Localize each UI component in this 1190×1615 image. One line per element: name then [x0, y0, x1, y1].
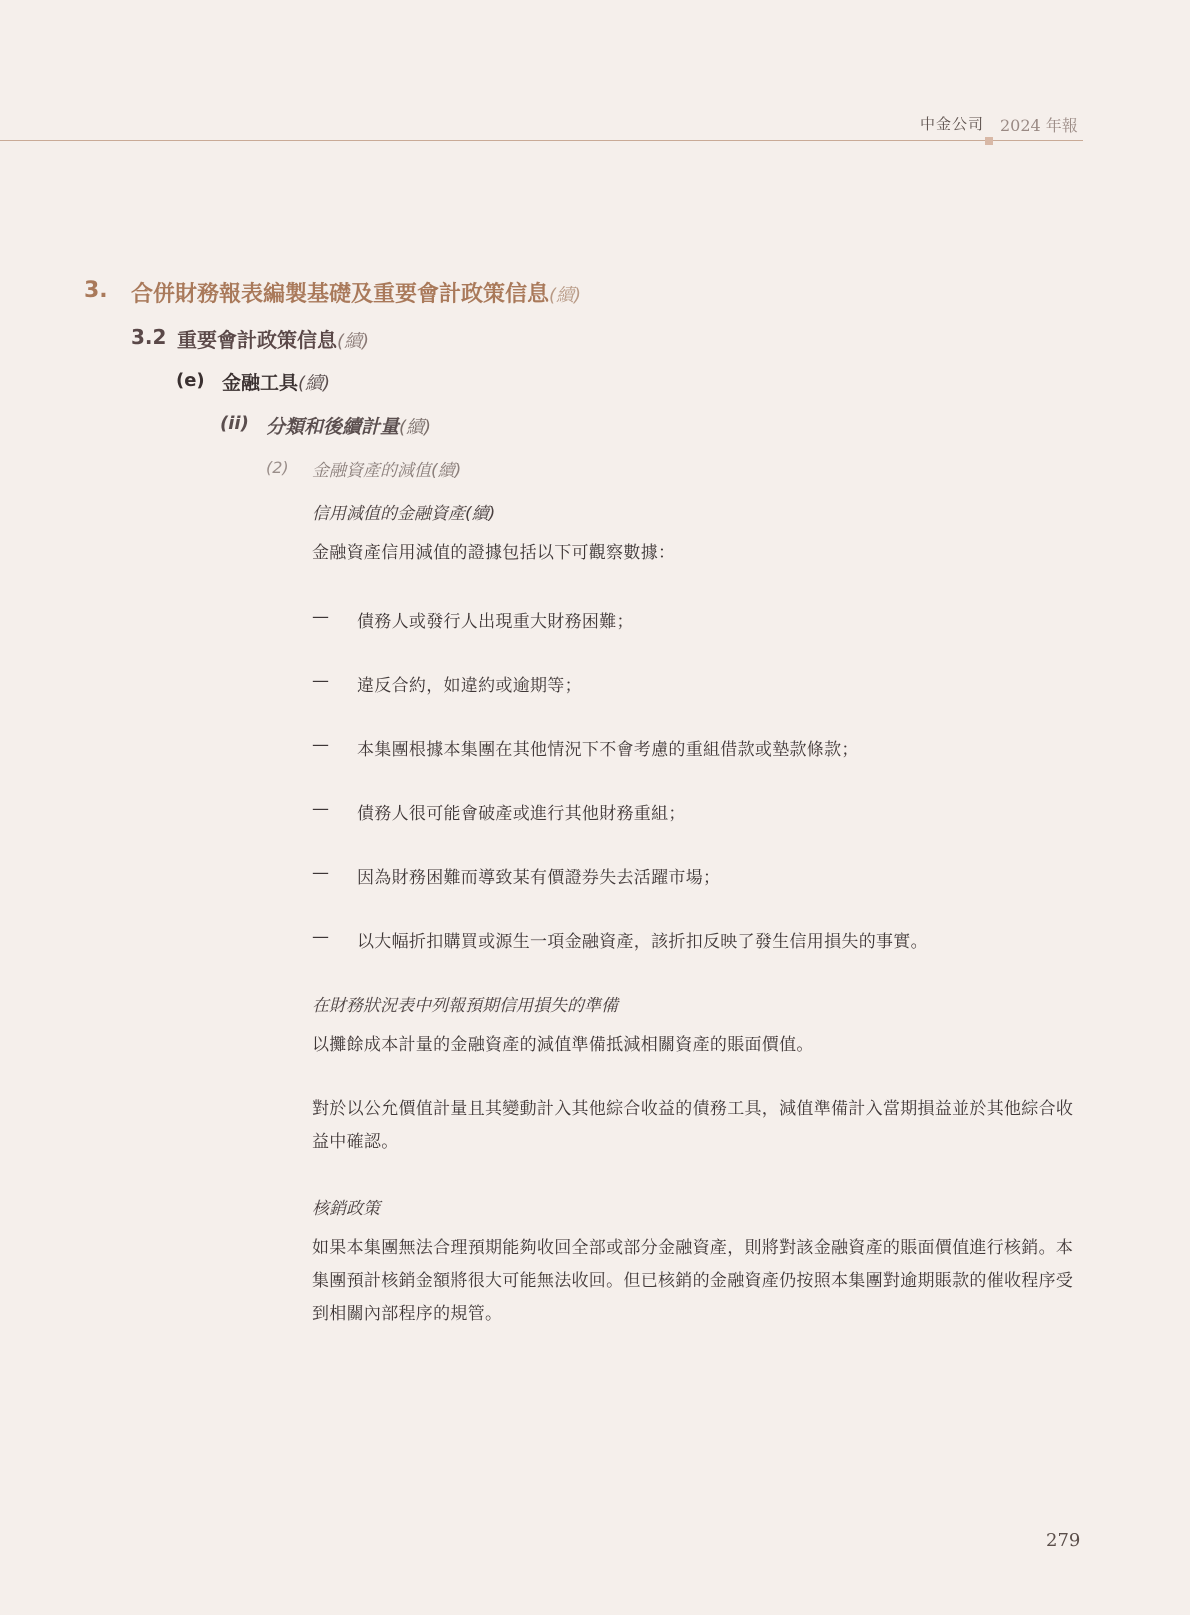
bullet-item: 以大幅折扣購買或源生一項金融資產，該折扣反映了發生信用損失的事實。 [357, 932, 928, 952]
bullet-dash: — [312, 671, 329, 691]
bullet-dash: — [312, 735, 329, 755]
bullet-item: 因為財務困難而導致某有價證券失去活躍市場； [357, 868, 721, 888]
item-e-title [222, 368, 330, 395]
bullet-item: 債務人很可能會破產或進行其他財務重組； [357, 804, 686, 824]
bullet-dash: — [312, 607, 329, 627]
presentation-paragraph-2: 對於以公允價值計量且其變動計入其他綜合收益的債務工具，減值準備計入當期損益並於其他綜合收益中確認。 [312, 1099, 1074, 1152]
presentation-heading: 在財務狀況表中列報預期信用損失的準備 [312, 996, 618, 1016]
bullet-dash: — [312, 927, 329, 947]
section-continued: (續) [549, 285, 582, 306]
section-title [131, 277, 581, 308]
section-number: 3. [84, 278, 108, 303]
item-e-number: (e) [176, 370, 205, 391]
item-2-number: (2) [266, 458, 289, 477]
credit-impaired-heading: 信用減值的金融資產(續) [312, 504, 496, 524]
header-divider [0, 140, 1083, 141]
presentation-paragraph-1: 以攤餘成本計量的金融資產的減值準備抵減相關資產的賬面價值。 [312, 1035, 814, 1055]
bullet-item: 本集團根據本集團在其他情況下不會考慮的重組借款或墊款條款； [357, 740, 859, 760]
item-ii-title-text: 分類和後續計量 [266, 416, 400, 438]
subsection-title [177, 324, 369, 353]
credit-impaired-intro: 金融資產信用減值的證據包括以下可觀察數據： [312, 543, 676, 563]
section-title-text: 合併財務報表編製基礎及重要會計政策信息 [131, 282, 550, 307]
subsection-title-text: 重要會計政策信息 [177, 328, 337, 352]
write-off-paragraph: 如果本集團無法合理預期能夠收回全部或部分金融資產，則將對該金融資產的賬面價值進行核銷。本集團預計核銷金額將很大可能無法收回。但已核銷的金融資產仍按照本集團對逾期賬款的催收程序受到相關內部程序的規管。 [312, 1238, 1074, 1324]
page-number: 279 [1046, 1530, 1081, 1551]
bullet-item: 債務人或發行人出現重大財務困難； [357, 612, 634, 632]
bullet-dash: — [312, 799, 329, 819]
bullet-item: 違反合約，如違約或逾期等； [357, 676, 582, 696]
write-off-heading: 核銷政策 [312, 1199, 380, 1219]
header-marker [985, 137, 993, 145]
item-e-title-text: 金融工具 [222, 372, 299, 394]
item-ii-number: (ii) [220, 413, 249, 434]
item-ii-title [266, 412, 431, 439]
subsection-number: 3.2 [131, 325, 167, 349]
item-2-title: 金融資產的減值(續) [312, 461, 462, 481]
subsection-continued: (續) [337, 331, 370, 352]
bullet-dash: — [312, 863, 329, 883]
item-e-continued: (續) [298, 373, 331, 394]
item-ii-continued: (續) [399, 417, 432, 438]
header-report-year: 2024 年報 [1000, 116, 1078, 135]
header-company-name: 中金公司 [920, 115, 985, 133]
